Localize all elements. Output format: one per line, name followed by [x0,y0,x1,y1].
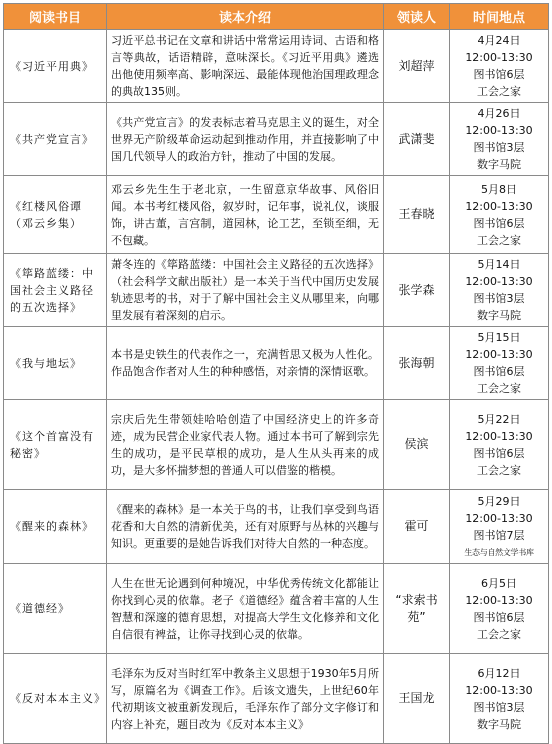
book-title: 《道德经》 [4,564,107,654]
date: 5月29日 [477,494,521,508]
leader-name: 王国龙 [384,654,450,744]
date: 5月14日 [477,258,521,271]
book-title: 《醒来的森林》 [4,490,107,564]
leader-name: 武潇斐 [384,103,450,176]
time: 12:00-13:30 [465,199,533,213]
venue: 图书馆7层 [473,528,525,542]
book-intro: 《醒来的森林》是一本关于鸟的书，让我们享受到鸟语花香和大自然的清新优美，还有对原野与丛林的兴趣与知识。更重要的是她告诉我们对待大自然的一种态度。 [107,490,384,564]
venue: 图书馆6层 [473,446,525,460]
venue: 图书馆6层 [473,610,525,624]
book-title: 《红楼风俗谭（邓云乡集） [4,176,107,254]
book-intro: 习近平总书记在文章和讲话中常常运用诗词、古语和格言等典故，话语精辟，意味深长。《习近平用典》遴选出他使用频率高、影响深远、最能体现他治国理政理念的典故135则。 [107,30,384,103]
time: 12:00-13:30 [465,51,533,64]
venue: 图书馆6层 [473,216,525,230]
reading-schedule [3,3,548,744]
leader-name: “求索书苑” [384,564,450,654]
room: 数字马院 [477,309,521,322]
book-title: 《反对本本主义》 [4,654,107,744]
table-row [4,564,549,654]
venue: 图书馆3层 [473,141,525,154]
time: 12:00-13:30 [465,593,533,607]
date: 5月15日 [477,331,521,344]
book-intro: 宗庆后先生带领娃哈哈创造了中国经济史上的许多奇迹，成为民营企业家代表人物。通过本书可了解到宗先生的成功，是平民草根的成功，是人生从头再来的成功，是大多怀揣梦想的普通人可以借鉴的楷模。 [107,400,384,490]
leader-name: 侯滨 [384,400,450,490]
book-intro: 本书是史铁生的代表作之一，充满哲思又极为人性化。作品饱含作者对人生的种种感悟，对亲情的深情讴歌。 [107,327,384,400]
book-title: 《共产党宣言》 [4,103,107,176]
time-place [450,564,549,654]
table-row [4,176,549,254]
book-intro: 毛泽东为反对当时红军中教条主义思想于1930年5月所写，原篇名为《调查工作》。后该文遗失，上世纪60年代初期该文被重新发现后，毛泽东作了部分文字修订和内容上补充，题目改为《反对本本主义》 [107,654,384,744]
time-place [450,103,549,176]
time-place [450,654,549,744]
time: 12:00-13:30 [465,429,533,443]
time: 12:00-13:30 [465,511,533,525]
time-place [450,254,549,327]
time: 12:00-13:30 [465,683,533,697]
room: 生态与自然文学书库 [464,547,534,557]
room: 工会之家 [477,233,521,247]
room: 数字马院 [477,717,521,731]
time-place [450,176,549,254]
book-intro: 人生在世无论遇到何种境况，中华优秀传统文化都能让你找到心灵的依靠。老子《道德经》蕴含着丰富的人生智慧和深邃的德育思想，对提高大学生文化修养和文化自信很有裨益，让你寻找到心灵的依靠。 [107,564,384,654]
book-intro: 萧冬连的《筚路蓝缕：中国社会主义路径的五次选择》（社会科学文献出版社）是一本关于当代中国历史发展轨迹思考的书，对于了解中国社会主义从哪里来，向哪里发展有着深刻的启示。 [107,254,384,327]
table-row [4,400,549,490]
table-row [4,654,549,744]
date: 4月26日 [477,107,521,120]
time: 12:00-13:30 [465,348,533,361]
room: 数字马院 [477,158,521,171]
room: 工会之家 [477,627,521,641]
venue: 图书馆6层 [473,68,525,81]
venue: 图书馆3层 [473,292,525,305]
header-row [4,4,549,30]
date: 6月5日 [481,576,517,590]
book-title: 《习近平用典》 [4,30,107,103]
book-title: 《筚路蓝缕：中国社会主义路径的五次选择》 [4,254,107,327]
leader-name: 张学森 [384,254,450,327]
date: 5月22日 [477,412,521,426]
header-time-place: 时间地点 [450,4,549,30]
time-place [450,490,549,564]
header-book: 阅读书目 [4,4,107,30]
time-place [450,327,549,400]
leader-name: 王春晓 [384,176,450,254]
table-row [4,490,549,564]
time: 12:00-13:30 [465,275,533,288]
room: 工会之家 [477,382,521,395]
date: 4月24日 [477,34,521,47]
venue: 图书馆6层 [473,365,525,378]
book-title: 《我与地坛》 [4,327,107,400]
leader-name: 刘超萍 [384,30,450,103]
venue: 图书馆3层 [473,700,525,714]
book-intro: 《共产党宣言》的发表标志着马克思主义的诞生，对全世界无产阶级革命运动起到推动作用，并直接影响了中国几代领导人的政治方针，推动了中国的发展。 [107,103,384,176]
header-intro: 读本介绍 [107,4,384,30]
time: 12:00-13:30 [465,124,533,137]
reading-table [3,3,549,744]
date: 5月8日 [481,182,517,196]
date: 6月12日 [477,666,521,680]
book-intro: 邓云乡先生生于老北京，一生留意京华故事、风俗旧闻。本书考红楼风俗，叙岁时，记年事，说礼仪，谈服饰，讲古董，言宫制，道园林，论工艺，至锁至细，无不包藏。 [107,176,384,254]
time-place [450,400,549,490]
room: 工会之家 [477,85,521,98]
leader-name: 张海朝 [384,327,450,400]
time-place [450,30,549,103]
room: 工会之家 [477,463,521,477]
leader-name: 霍可 [384,490,450,564]
table-row [4,103,549,176]
table-row [4,327,549,400]
book-title: 《这个首富没有秘密》 [4,400,107,490]
table-row [4,254,549,327]
header-leader: 领读人 [384,4,450,30]
table-row [4,30,549,103]
